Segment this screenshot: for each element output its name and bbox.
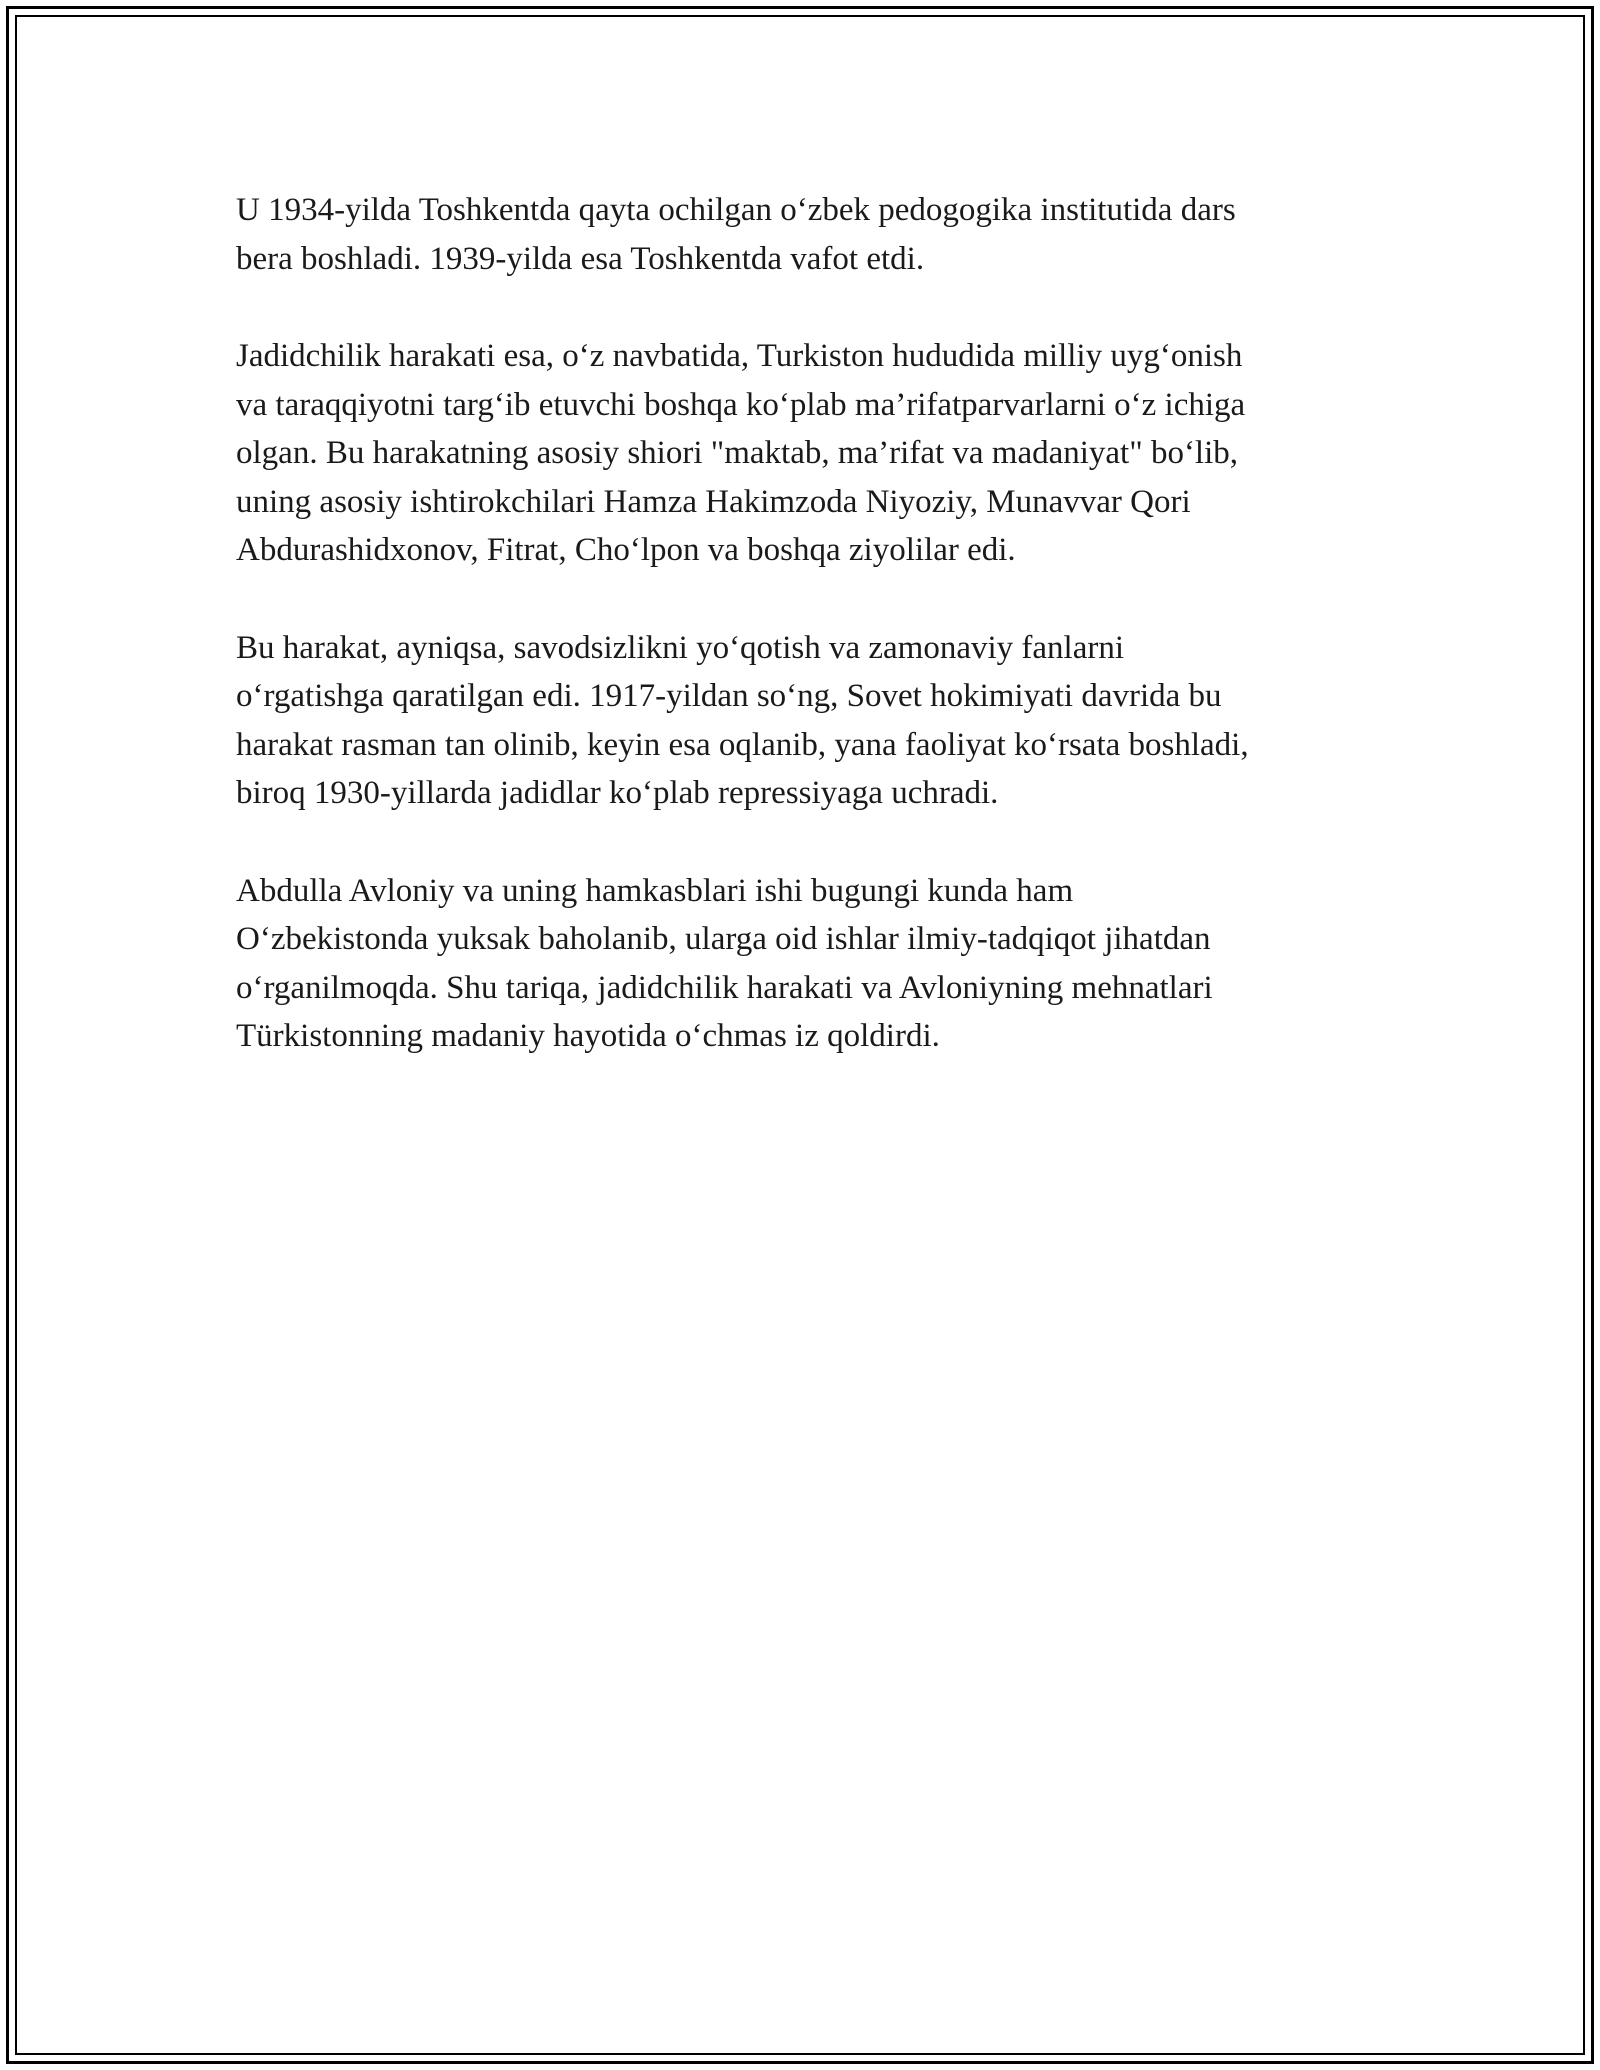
line: Abdurashidxonov, Fitrat, Cho‘lpon va boshqa ziyolilar edi.: [236, 532, 1016, 568]
line: o‘rgatishga qaratilgan edi. 1917-yildan so‘ng, Sovet hokimiyati davrida bu: [236, 678, 1222, 714]
paragraph-2: [236, 332, 1366, 575]
line: o‘rganilmoqda. Shu tariqa, jadidchilik harakati va Avloniyning mehnatlari: [236, 969, 1213, 1006]
line: uning asosiy ishtirokchilari Hamza Hakimzoda Niyoziy, Munavvar Qori: [236, 483, 1191, 520]
document-body: [236, 186, 1366, 1061]
line: biroq 1930-yillarda jadidlar ko‘plab repressiyaga uchradi.: [236, 775, 999, 811]
line: Türkistonning madaniy hayotida o‘chmas iz qoldirdi.: [236, 1018, 940, 1054]
paragraph-3: [236, 624, 1366, 818]
line: bera boshladi. 1939-yilda esa Toshkentda vafot etdi.: [236, 240, 925, 277]
line: Jadidchilik harakati esa, o‘z navbatida, Turkiston hududida milliy uyg‘onish: [236, 338, 1243, 374]
line: U 1934-yilda Toshkentda qayta ochilgan o‘zbek pedogogika institutida dars: [236, 192, 1236, 228]
line: Bu harakat, ayniqsa, savodsizlikni yo‘qotish va zamonaviy fanlarni: [236, 629, 1125, 666]
line: harakat rasman tan olinib, keyin esa oqlanib, yana faoliyat ko‘rsata boshladi,: [236, 726, 1249, 763]
line: olgan. Bu harakatning asosiy shiori "maktab, ma’rifat va madaniyat" bo‘lib,: [236, 435, 1239, 471]
line: va taraqqiyotni targ‘ib etuvchi boshqa ko‘plab ma’rifatparvarlarni o‘z ichiga: [236, 386, 1246, 423]
line: Abdulla Avloniy va uning hamkasblari ishi bugungi kunda ham: [236, 872, 1074, 909]
paragraph-4: [236, 867, 1366, 1061]
line: O‘zbekistonda yuksak baholanib, ularga oid ishlar ilmiy-tadqiqot jihatdan: [236, 921, 1211, 957]
paragraph-1: [236, 186, 1366, 283]
